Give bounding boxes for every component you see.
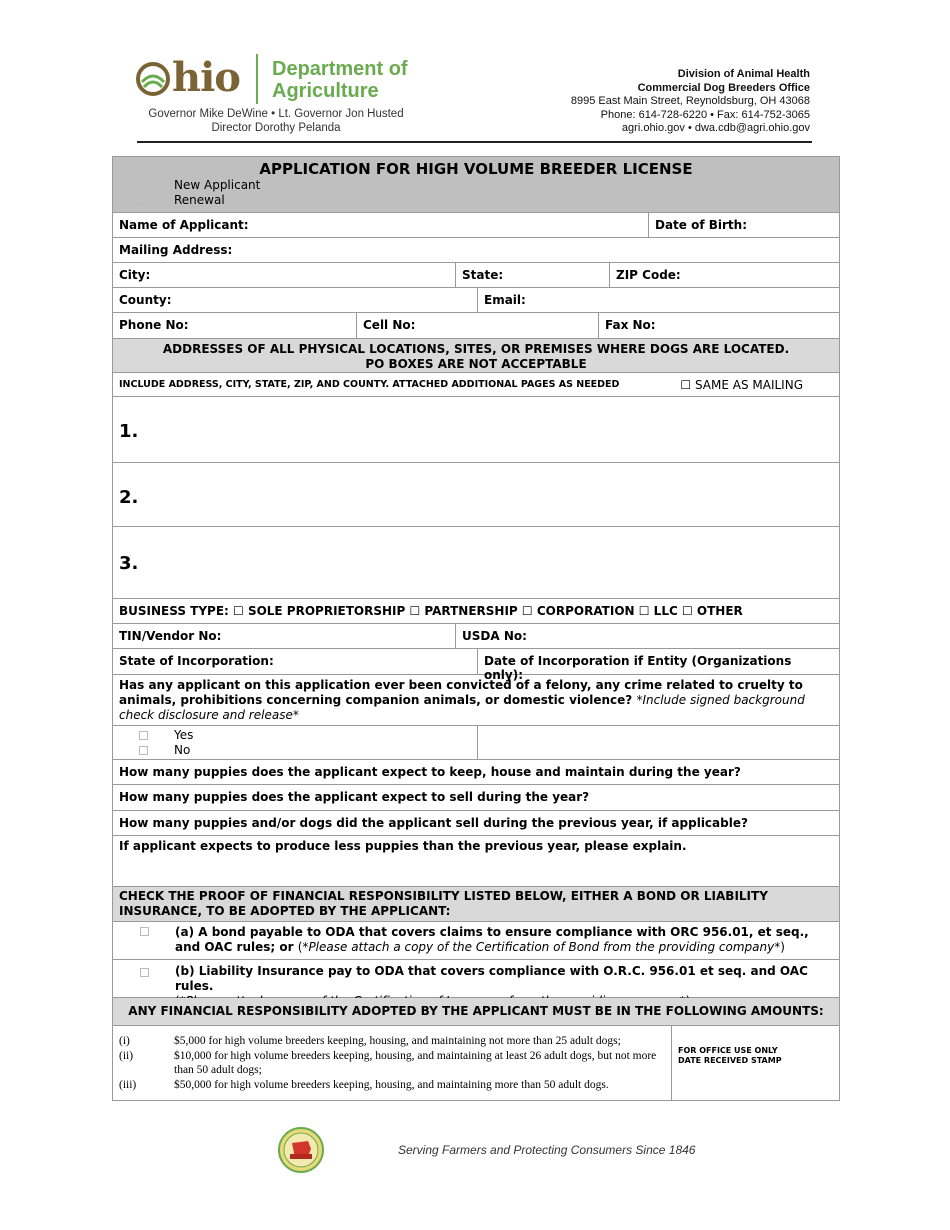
office-use-box (671, 1026, 839, 1100)
option-b-text: (b) Liability Insurance pay to ODA that covers compliance with O.R.C. 956.01 et seq. and OAC rules. (175, 964, 808, 993)
previous-row (113, 811, 839, 836)
incorp-state-field[interactable]: State of Incorporation: (119, 654, 274, 668)
header-rule (137, 141, 812, 143)
locations-heading (113, 339, 839, 373)
locations-heading-line2: PO BOXES ARE NOT ACCEPTABLE (365, 357, 587, 371)
office-web: agri.ohio.gov • dwa.cdb@agri.ohio.gov (621, 122, 810, 135)
form-title-row (113, 157, 839, 213)
logo-divider (256, 54, 258, 104)
tin-row (113, 624, 839, 649)
ohio-wordmark: hio (172, 54, 240, 101)
email-field[interactable]: Email: (477, 288, 839, 312)
option-b-row (113, 960, 839, 998)
financial-heading: CHECK THE PROOF OF FINANCIAL RESPONSIBILITY LISTED BELOW, EITHER A BOND OR LIABILITY INSURANCE, TO BE ADOPTED BY THE APPLICANT: (113, 887, 839, 922)
date-received-label: DATE RECEIVED STAMP (678, 1056, 782, 1065)
puppies-previous-question[interactable]: How many puppies and/or dogs did the applicant sell during the previous year, if applicable? (119, 816, 748, 830)
ohio-logo-icon (136, 62, 170, 96)
city-row (113, 263, 839, 288)
incorp-date-field[interactable]: Date of Incorporation if Entity (Organizations only): (477, 649, 839, 674)
keep-row (113, 760, 839, 785)
county-field[interactable]: County: (119, 293, 172, 307)
amounts-list (113, 1026, 671, 1100)
name-row (113, 213, 839, 238)
option-b-checkbox[interactable] (140, 968, 149, 977)
amount-text-1: $5,000 for high volume breeders keeping, housing, and maintaining not more than 25 adult dogs; (174, 1035, 621, 1047)
department-name: Department of Agriculture (272, 58, 408, 102)
felony-question: Has any applicant on this application ever been convicted of a felony, any crime related to cruelty to animals, prohibitions concerning companion animals, or domestic violence? (119, 678, 803, 707)
option-a-text: (a) A bond payable to ODA that covers claims to ensure compliance with ORC 956.01, et seq., and OAC rules; or (175, 925, 809, 954)
footer-tagline: Serving Farmers and Protecting Consumers Since 1846 (398, 1143, 696, 1157)
new-applicant-checkbox[interactable] (139, 181, 148, 190)
puppies-sell-question[interactable]: How many puppies does the applicant expect to sell during the year? (119, 790, 590, 804)
ohio-proud-seal-icon (278, 1127, 324, 1173)
office-phone: Phone: 614-728-6220 • Fax: 614-752-3065 (600, 108, 810, 121)
amounts-heading: ANY FINANCIAL RESPONSIBILITY ADOPTED BY THE APPLICANT MUST BE IN THE FOLLOWING AMOUNTS: (113, 998, 839, 1026)
county-row (113, 288, 839, 313)
amount-text-3: $50,000 for high volume breeders keeping, housing, and maintaining more than 50 adult dogs. (174, 1078, 609, 1091)
sell-row (113, 785, 839, 811)
amounts-row (113, 1026, 839, 1101)
felony-answer-blank[interactable] (477, 726, 839, 759)
option-a-note: Please attach a copy of the Certification of Bond from the providing company (308, 940, 775, 954)
felony-note: *Include signed background check disclosure and release* (119, 693, 805, 722)
contact-block (571, 68, 810, 136)
renewal-label: Renewal (174, 193, 225, 207)
amount-num-3: (iii) (119, 1078, 137, 1091)
business-type[interactable]: BUSINESS TYPE: ☐ SOLE PROPRIETORSHIP ☐ PARTNERSHIP ☐ CORPORATION ☐ LLC ☐ OTHER (119, 604, 743, 618)
felony-no-checkbox[interactable] (139, 746, 148, 755)
business-type-row (113, 599, 839, 624)
cell-field[interactable]: Cell No: (356, 313, 598, 338)
fax-field[interactable]: Fax No: (598, 313, 839, 338)
usda-field[interactable]: USDA No: (455, 624, 839, 648)
officials: Governor Mike DeWine • Lt. Governor Jon Husted Director Dorothy Pelanda (148, 108, 404, 134)
location-1[interactable]: 1. (113, 397, 839, 463)
city-field[interactable]: City: (119, 268, 151, 282)
application-form (112, 156, 840, 1101)
zip-field[interactable]: ZIP Code: (609, 263, 839, 287)
felony-no-label: No (174, 743, 191, 757)
explain-row (113, 836, 839, 887)
phone-row (113, 313, 839, 339)
state-field[interactable]: State: (455, 263, 609, 287)
puppies-keep-question[interactable]: How many puppies does the applicant expect to keep, house and maintain during the year? (119, 765, 741, 779)
mailing-row (113, 238, 839, 263)
amount-text-2: $10,000 for high volume breeders keeping, housing, and maintaining at least 26 adult dogs, but not more than 50 adult dogs; (174, 1049, 657, 1076)
incorporation-row (113, 649, 839, 682)
felony-yes-checkbox[interactable] (139, 731, 148, 740)
felony-question-row (113, 675, 839, 726)
renewal-checkbox[interactable] (139, 196, 148, 205)
form-title: APPLICATION FOR HIGH VOLUME BREEDER LICENSE (259, 160, 693, 178)
option-a-checkbox[interactable] (140, 927, 149, 936)
division-name: Division of Animal Health (677, 68, 810, 80)
location-2[interactable]: 2. (113, 463, 839, 527)
tin-field[interactable]: TIN/Vendor No: (119, 629, 222, 643)
locations-heading-line1: ADDRESSES OF ALL PHYSICAL LOCATIONS, SITES, OR PREMISES WHERE DOGS ARE LOCATED. (162, 342, 790, 356)
amount-num-1: (i) (119, 1035, 130, 1047)
same-as-mailing-checkbox[interactable]: ☐ SAME AS MAILING (680, 378, 803, 392)
location-3[interactable]: 3. (113, 527, 839, 599)
phone-field[interactable]: Phone No: (119, 318, 189, 332)
locations-instruction: INCLUDE ADDRESS, CITY, STATE, ZIP, AND COUNTY. ATTACHED ADDITIONAL PAGES AS NEEDED (119, 379, 620, 390)
mailing-address-field[interactable]: Mailing Address: (119, 243, 233, 257)
dob-field[interactable]: Date of Birth: (648, 213, 839, 237)
explain-question[interactable]: If applicant expects to produce less puppies than the previous year, please explain. (119, 839, 687, 853)
amount-num-2: (ii) (119, 1049, 134, 1062)
office-name: Commercial Dog Breeders Office (637, 81, 810, 94)
felony-yes-label: Yes (174, 728, 194, 742)
option-a-row: (a) A bond payable to ODA that covers claims to ensure compliance with ORC 956.01, et seq., and OAC rules; or (*Please attach a copy of the Certification of Bond from the providing company*) (113, 922, 839, 960)
office-address: 8995 East Main Street, Reynoldsburg, OH 43068 (570, 95, 810, 108)
new-applicant-label: New Applicant (174, 178, 261, 192)
name-field[interactable]: Name of Applicant: (119, 218, 249, 232)
locations-instruction-row (113, 373, 839, 397)
felony-answer-row (113, 726, 839, 760)
office-use-label: FOR OFFICE USE ONLY (678, 1046, 778, 1055)
